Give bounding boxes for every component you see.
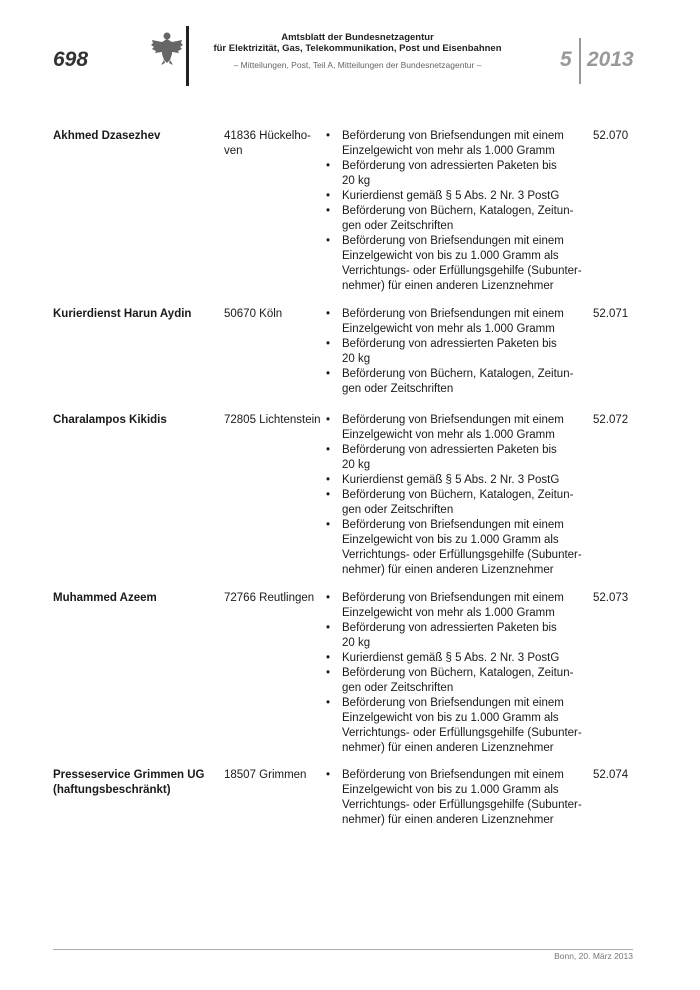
service-item: • Kurierdienst gemäß § 5 Abs. 2 Nr. 3 PostG xyxy=(325,473,593,488)
page-number: 698 xyxy=(53,48,89,71)
service-item: • Kurierdienst gemäß § 5 Abs. 2 Nr. 3 PostG xyxy=(325,651,593,666)
service-item: • Beförderung von Briefsendungen mit einem Einzelgewicht von bis zu 1.000 Gramm als Verrichtungs- oder Erfüllungsgehilfe (Subunter- nehmer) für einen anderen Lizenznehmer xyxy=(325,518,593,578)
service-list xyxy=(325,129,593,294)
federal-eagle-icon xyxy=(150,30,184,66)
footer-date: Bonn, 20. März 2013 xyxy=(554,951,633,961)
licensee-name: Kurierdienst Harun Aydin xyxy=(53,308,192,320)
licensee-name: Charalampos Kikidis xyxy=(53,414,167,426)
licensee-place: 50670 Köln xyxy=(224,308,283,320)
issue-year: 2013 xyxy=(587,48,634,71)
service-item: • Beförderung von Büchern, Katalogen, Zeitun- gen oder Zeitschriften xyxy=(325,367,593,397)
section-subtitle: – Mitteilungen, Post, Teil A, Mitteilungen der Bundesnetzagentur – xyxy=(233,60,482,70)
publication-subtitle: für Elektrizität, Gas, Telekommunikation, Post und Eisenbahnen xyxy=(213,43,502,54)
service-item: • Kurierdienst gemäß § 5 Abs. 2 Nr. 3 PostG xyxy=(325,189,593,204)
issue-divider xyxy=(579,38,581,84)
service-list xyxy=(325,307,593,397)
service-item: • Beförderung von Briefsendungen mit einem Einzelgewicht von mehr als 1.000 Gramm xyxy=(325,307,593,337)
licensee-place: 18507 Grimmen xyxy=(224,769,307,781)
service-item: • Beförderung von Büchern, Katalogen, Zeitun- gen oder Zeitschriften xyxy=(325,488,593,518)
service-item: • Beförderung von Briefsendungen mit einem Einzelgewicht von bis zu 1.000 Gramm als Verrichtungs- oder Erfüllungsgehilfe (Subunter- nehmer) für einen anderen Lizenznehmer xyxy=(325,234,593,294)
issue-number: 5 xyxy=(560,48,572,71)
service-item: • Beförderung von Büchern, Katalogen, Zeitun- gen oder Zeitschriften xyxy=(325,204,593,234)
registration-number: 52.071 xyxy=(593,308,629,320)
service-item: • Beförderung von Briefsendungen mit einem Einzelgewicht von bis zu 1.000 Gramm als Verrichtungs- oder Erfüllungsgehilfe (Subunter- nehmer) für einen anderen Lizenznehmer xyxy=(325,768,593,828)
service-list xyxy=(325,591,593,756)
service-item: • Beförderung von Briefsendungen mit einem Einzelgewicht von mehr als 1.000 Gramm xyxy=(325,129,593,159)
registration-number: 52.074 xyxy=(593,769,629,781)
licensee-place: 72805 Lichtenstein xyxy=(224,414,321,426)
registration-number: 52.072 xyxy=(593,414,629,426)
service-list xyxy=(325,768,593,828)
service-item: • Beförderung von adressierten Paketen bis 20 kg xyxy=(325,621,593,651)
licensee-name: Presseservice Grimmen UG (haftungsbeschränkt) xyxy=(53,769,205,796)
service-item: • Beförderung von adressierten Paketen bis 20 kg xyxy=(325,159,593,189)
service-item: • Beförderung von Briefsendungen mit einem Einzelgewicht von bis zu 1.000 Gramm als Verrichtungs- oder Erfüllungsgehilfe (Subunter- nehmer) für einen anderen Lizenznehmer xyxy=(325,696,593,756)
service-item: • Beförderung von adressierten Paketen bis 20 kg xyxy=(325,337,593,367)
licensee-place: 41836 Hückelho- ven xyxy=(224,130,311,157)
registration-number: 52.070 xyxy=(593,130,629,142)
service-item: • Beförderung von Büchern, Katalogen, Zeitun- gen oder Zeitschriften xyxy=(325,666,593,696)
service-item: • Beförderung von Briefsendungen mit einem Einzelgewicht von mehr als 1.000 Gramm xyxy=(325,413,593,443)
service-item: • Beförderung von adressierten Paketen bis 20 kg xyxy=(325,443,593,473)
flag-bar xyxy=(186,26,189,86)
service-item: • Beförderung von Briefsendungen mit einem Einzelgewicht von mehr als 1.000 Gramm xyxy=(325,591,593,621)
service-list xyxy=(325,413,593,578)
licensee-place: 72766 Reutlingen xyxy=(224,592,315,604)
licensee-name: Akhmed Dzasezhev xyxy=(53,130,161,142)
publication-title: Amtsblatt der Bundesnetzagentur xyxy=(281,32,434,43)
registration-number: 52.073 xyxy=(593,592,629,604)
footer-rule xyxy=(53,949,633,950)
licensee-name: Muhammed Azeem xyxy=(53,592,157,604)
